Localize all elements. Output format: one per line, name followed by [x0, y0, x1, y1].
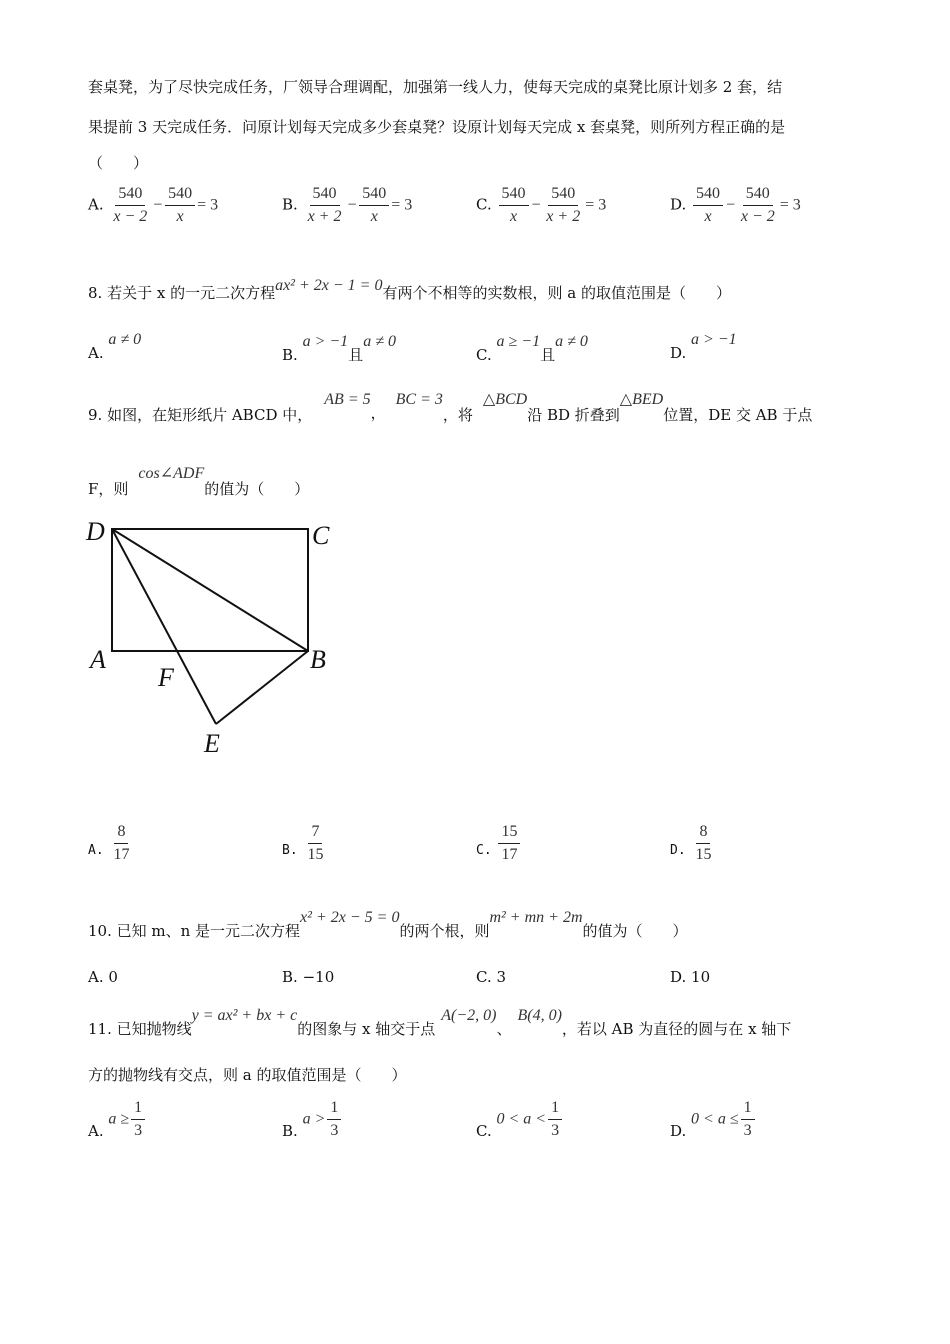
q7-option-d[interactable]: D. $\frac{540}{x}$ − $\frac{540}{x - 2}$ = 3 [670, 185, 801, 225]
q11-option-a[interactable] [88, 1098, 147, 1141]
numerator: 1 [327, 1098, 341, 1120]
numerator: 15 [498, 822, 520, 844]
denominator: x [704, 208, 712, 225]
option-math: a ≠ 0 [108, 331, 142, 348]
option-math: a ≥ −1 [496, 333, 541, 350]
q9-bc: BC = 3 [395, 391, 443, 408]
label-b: B [310, 645, 326, 674]
q9-option-c[interactable] [476, 822, 522, 865]
q10-option-c[interactable] [476, 968, 506, 986]
numerator: 540 [115, 184, 145, 206]
q11-option-b[interactable] [282, 1098, 343, 1141]
q7-line2: 果提前 3 天完成任务．问原计划每天完成多少套桌凳？设原计划每天完成 x 套桌凳，则所列方程正确的是 [88, 118, 786, 136]
q9-mid2: 沿 BD 折叠到 [527, 406, 620, 424]
segment-be [216, 651, 308, 724]
numerator: 1 [548, 1098, 562, 1120]
numerator: 540 [743, 184, 773, 206]
q9-triangle-bed: △BED [619, 391, 664, 408]
q9-line2-suffix: 的值为（ ） [204, 480, 310, 498]
q10-option-b[interactable] [282, 968, 334, 986]
q9-suffix: 位置，DE 交 AB 于点 [663, 406, 813, 424]
option-value: 10 [691, 968, 711, 986]
option-value: −10 [302, 968, 335, 986]
option-label: B. [282, 968, 298, 986]
rhs: = 3 [585, 196, 607, 214]
option-label: D. [670, 195, 687, 214]
denominator: 15 [307, 846, 324, 863]
denominator: 17 [501, 846, 518, 863]
q7-option-b[interactable]: B. $\frac{540}{x + 2}$ − $\frac{540}{x}$ = 3 [282, 185, 413, 225]
option-value: 0 [108, 968, 118, 986]
option-label: A. [88, 968, 104, 986]
q8-stem [88, 277, 731, 303]
rhs: = 3 [197, 196, 219, 214]
q10-suffix: 的值为（ ） [582, 922, 688, 940]
numerator: 540 [499, 184, 529, 206]
option-inequality: 0 < a < [496, 1110, 547, 1128]
option-label: D. [670, 968, 687, 986]
q11-stem-line2: 方的抛物线有交点，则 a 的取值范围是（ ） [88, 1066, 407, 1084]
numerator: 540 [359, 184, 389, 206]
q9-option-a[interactable] [88, 822, 134, 865]
option-label: D. [670, 344, 687, 362]
option-inequality: a > [302, 1110, 326, 1128]
numerator: 1 [131, 1098, 145, 1120]
q9-line2-prefix: F，则 [88, 480, 129, 498]
option-math: a > −1 [691, 331, 737, 348]
rhs: = 3 [779, 196, 801, 214]
option-label: A. [88, 195, 104, 214]
option-math2: a ≠ 0 [363, 333, 396, 350]
denominator: 3 [551, 1122, 560, 1139]
option-label: B. [282, 842, 298, 858]
q10-option-d[interactable] [670, 968, 710, 986]
option-label: C. [476, 346, 492, 364]
q9-triangle-bcd: △BCD [482, 391, 528, 408]
option-label: A. [88, 344, 104, 362]
label-e: E [204, 729, 220, 758]
q9-option-d[interactable] [670, 822, 716, 865]
diagonal-db [112, 529, 308, 651]
option-conj: 且 [348, 346, 364, 364]
q7-option-a[interactable]: A. $\frac{540}{x - 2}$ − $\frac{540}{x}$ = 3 [88, 185, 219, 225]
label-f: F [158, 663, 174, 692]
q10-prefix: 10. 已知 m、n 是一元二次方程 [88, 922, 301, 940]
q11-point-b: B(4, 0) [517, 1007, 562, 1024]
q9-prefix: 9. 如图，在矩形纸片 ABCD 中， [88, 406, 313, 424]
segment-de [112, 529, 216, 724]
q11-option-c[interactable] [476, 1098, 564, 1141]
option-conj: 且 [540, 346, 556, 364]
q10-mid: 的两个根，则 [399, 922, 490, 940]
q9-ab: AB = 5 [324, 391, 371, 408]
denominator: 3 [134, 1122, 143, 1139]
label-c: C [312, 521, 330, 550]
q9-cos-adf: cos∠ADF [138, 465, 205, 482]
q8-option-c[interactable] [476, 330, 588, 364]
option-value: 3 [496, 968, 507, 986]
q10-option-a[interactable] [88, 968, 118, 986]
option-label: C. [476, 195, 492, 214]
numerator: 540 [310, 184, 340, 206]
q8-prefix: 8. 若关于 x 的一元二次方程 [88, 284, 276, 302]
option-math: a > −1 [302, 333, 349, 350]
q8-option-a[interactable] [88, 330, 142, 362]
denominator: x + 2 [307, 208, 342, 225]
option-label: C. [476, 968, 492, 986]
denominator: x + 2 [546, 208, 581, 225]
denominator: 3 [743, 1122, 752, 1139]
option-label: B. [282, 346, 298, 364]
option-label: A. [88, 842, 104, 858]
denominator: 3 [330, 1122, 339, 1139]
q8-suffix: 有两个不相等的实数根，则 a 的取值范围是（ ） [382, 284, 731, 302]
option-label: B. [282, 195, 298, 214]
q11-point-a: A(−2, 0) [441, 1007, 497, 1024]
numerator: 1 [741, 1098, 755, 1120]
q9-figure [82, 512, 342, 762]
q8-option-b[interactable] [282, 330, 396, 364]
q7-line1: 套桌凳，为了尽快完成任务，厂领导合理调配，加强第一线人力，使每天完成的桌凳比原计划多 2 套，结 [88, 78, 783, 96]
label-d: D [86, 517, 105, 546]
option-label: D. [670, 1121, 687, 1140]
q11-mid: 的图象与 x 轴交于点 [297, 1020, 436, 1038]
option-label: B. [282, 1121, 298, 1140]
denominator: 15 [695, 846, 712, 863]
numerator: 7 [308, 822, 322, 844]
label-a: A [90, 645, 106, 674]
q10-equation: x² + 2x − 5 = 0 [300, 909, 400, 926]
option-inequality: 0 < a ≤ [691, 1110, 739, 1128]
q11-stem-line1 [88, 1004, 792, 1038]
q11-option-d[interactable] [670, 1098, 757, 1141]
denominator: x − 2 [740, 208, 775, 225]
numerator: 540 [693, 184, 723, 206]
option-label: A. [88, 1121, 104, 1140]
q9-option-b[interactable] [282, 822, 328, 865]
q11-prefix: 11. 已知抛物线 [88, 1020, 192, 1038]
option-math2: a ≠ 0 [555, 333, 588, 350]
option-label: C. [476, 842, 492, 858]
denominator: x [176, 208, 184, 225]
q8-equation: ax² + 2x − 1 = 0 [275, 277, 383, 294]
q8-option-d[interactable] [670, 330, 737, 362]
q7-option-c[interactable]: C. $\frac{540}{x}$ − $\frac{540}{x + 2}$ = 3 [476, 185, 607, 225]
q9-stem-line2 [88, 462, 310, 498]
numerator: 8 [696, 822, 710, 844]
denominator: x [509, 208, 518, 225]
denominator: x − 2 [113, 208, 148, 225]
numerator: 540 [165, 184, 195, 206]
q10-expression: m² + mn + 2m [489, 909, 583, 926]
q9-comma: ， [370, 404, 386, 422]
q9-mid: ，将 [442, 406, 473, 424]
option-label: D. [670, 842, 686, 858]
option-label: C. [476, 1121, 492, 1140]
q7-paren: （ ） [88, 154, 149, 172]
q11-equation: y = ax² + bx + c [191, 1007, 298, 1024]
numerator: 540 [548, 184, 578, 206]
q11-separator: 、 [496, 1020, 512, 1038]
q9-stem-line1 [88, 388, 813, 424]
q10-stem [88, 906, 688, 940]
rhs: = 3 [391, 196, 413, 214]
denominator: x [370, 208, 378, 225]
numerator: 8 [114, 822, 128, 844]
q11-suffix: ，若以 AB 为直径的圆与在 x 轴下 [561, 1020, 792, 1038]
option-inequality: a ≥ [108, 1110, 130, 1128]
denominator: 17 [113, 846, 130, 863]
